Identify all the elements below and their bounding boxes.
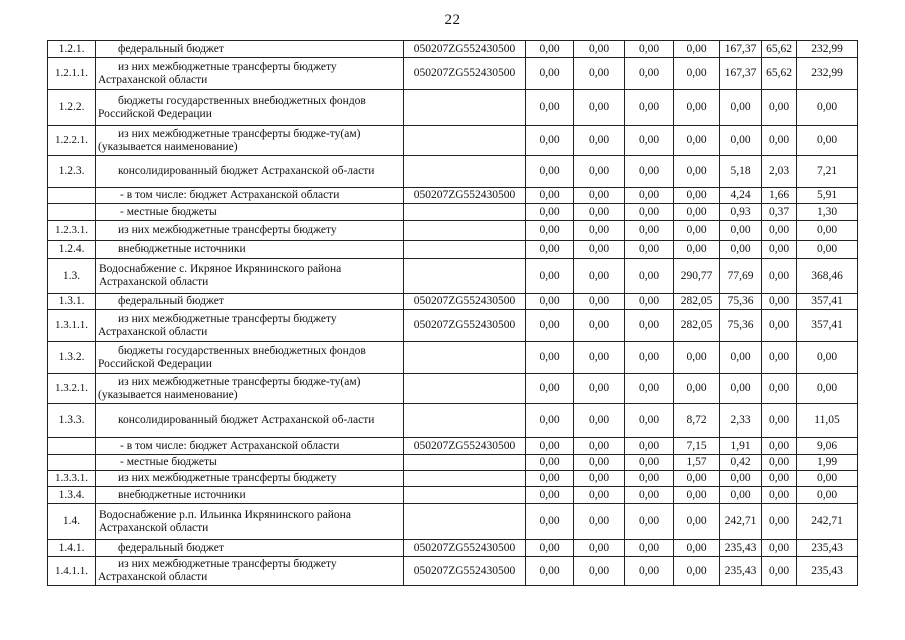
row-number: 1.2.1. — [48, 41, 96, 58]
value-cell: 0,00 — [526, 41, 574, 58]
value-cell: 0,00 — [762, 540, 797, 557]
budget-code: 050207ZG552430500 — [404, 294, 526, 310]
budget-code — [404, 504, 526, 540]
value-cell: 0,00 — [526, 540, 574, 557]
value-cell: 0,00 — [574, 438, 625, 455]
value-cell: 0,00 — [574, 126, 625, 156]
value-cell: 0,00 — [526, 455, 574, 471]
row-name: из них межбюджетные трансферты бюджету — [96, 471, 404, 487]
value-cell: 0,00 — [625, 471, 674, 487]
budget-code — [404, 471, 526, 487]
value-cell: 0,00 — [674, 90, 720, 126]
value-cell: 0,00 — [526, 156, 574, 188]
value-cell: 0,00 — [674, 342, 720, 374]
value-cell: 0,00 — [720, 90, 762, 126]
value-cell: 0,00 — [574, 471, 625, 487]
value-cell: 0,00 — [762, 557, 797, 586]
value-cell: 77,69 — [720, 259, 762, 294]
table-row — [48, 374, 858, 404]
value-cell: 0,00 — [625, 487, 674, 504]
budget-code — [404, 404, 526, 438]
value-cell: 0,00 — [720, 487, 762, 504]
row-name: из них межбюджетные трансферты бюджету Астраханской области — [96, 58, 404, 90]
row-name: консолидированный бюджет Астраханской об-ласти — [96, 156, 404, 188]
budget-code — [404, 156, 526, 188]
value-cell: 0,00 — [762, 241, 797, 259]
value-cell: 65,62 — [762, 41, 797, 58]
value-cell: 167,37 — [720, 58, 762, 90]
table-row — [48, 404, 858, 438]
value-cell: 7,21 — [797, 156, 858, 188]
value-cell: 0,00 — [574, 504, 625, 540]
value-cell: 242,71 — [720, 504, 762, 540]
value-cell: 0,00 — [720, 471, 762, 487]
value-cell: 0,00 — [762, 404, 797, 438]
value-cell: 65,62 — [762, 58, 797, 90]
table-row — [48, 557, 858, 586]
table-row — [48, 221, 858, 241]
value-cell: 4,24 — [720, 188, 762, 204]
value-cell: 0,00 — [625, 438, 674, 455]
row-name: - местные бюджеты — [96, 455, 404, 471]
row-number — [48, 188, 96, 204]
value-cell: 0,00 — [574, 90, 625, 126]
value-cell: 0,00 — [526, 241, 574, 259]
value-cell: 1,57 — [674, 455, 720, 471]
value-cell: 0,00 — [526, 438, 574, 455]
value-cell: 0,00 — [674, 241, 720, 259]
value-cell: 5,18 — [720, 156, 762, 188]
value-cell: 11,05 — [797, 404, 858, 438]
row-name: из них межбюджетные трансферты бюдже-ту(ам) (указывается наименование) — [96, 374, 404, 404]
budget-code — [404, 342, 526, 374]
table-row — [48, 455, 858, 471]
value-cell: 0,00 — [526, 487, 574, 504]
value-cell: 368,46 — [797, 259, 858, 294]
value-cell: 232,99 — [797, 41, 858, 58]
value-cell: 0,00 — [574, 455, 625, 471]
value-cell: 0,00 — [526, 310, 574, 342]
row-number: 1.2.4. — [48, 241, 96, 259]
value-cell: 75,36 — [720, 294, 762, 310]
value-cell: 0,00 — [625, 126, 674, 156]
value-cell: 0,00 — [797, 126, 858, 156]
row-number — [48, 438, 96, 455]
budget-code — [404, 487, 526, 504]
budget-code — [404, 90, 526, 126]
value-cell: 0,00 — [625, 310, 674, 342]
value-cell: 0,42 — [720, 455, 762, 471]
value-cell: 0,00 — [762, 259, 797, 294]
row-name: консолидированный бюджет Астраханской об-ласти — [96, 404, 404, 438]
table-row — [48, 310, 858, 342]
value-cell: 0,00 — [625, 259, 674, 294]
budget-code: 050207ZG552430500 — [404, 41, 526, 58]
table-row — [48, 487, 858, 504]
value-cell: 0,00 — [526, 471, 574, 487]
value-cell: 0,00 — [762, 487, 797, 504]
row-name: из них межбюджетные трансферты бюджету Астраханской области — [96, 310, 404, 342]
value-cell: 0,00 — [674, 221, 720, 241]
row-name: федеральный бюджет — [96, 294, 404, 310]
value-cell: 0,00 — [674, 471, 720, 487]
row-number: 1.3.1. — [48, 294, 96, 310]
value-cell: 0,00 — [574, 204, 625, 221]
table-row — [48, 41, 858, 58]
value-cell: 0,00 — [625, 241, 674, 259]
row-name: федеральный бюджет — [96, 540, 404, 557]
row-number: 1.4.1. — [48, 540, 96, 557]
value-cell: 0,00 — [574, 404, 625, 438]
row-name: - в том числе: бюджет Астраханской области — [96, 438, 404, 455]
value-cell: 0,00 — [526, 90, 574, 126]
budget-code — [404, 241, 526, 259]
value-cell: 0,00 — [574, 41, 625, 58]
row-number: 1.4.1.1. — [48, 557, 96, 586]
table-row — [48, 294, 858, 310]
value-cell: 0,00 — [574, 540, 625, 557]
table-row — [48, 204, 858, 221]
value-cell: 0,00 — [720, 221, 762, 241]
table-row — [48, 259, 858, 294]
value-cell: 0,00 — [574, 557, 625, 586]
value-cell: 0,00 — [762, 455, 797, 471]
value-cell: 0,00 — [574, 188, 625, 204]
budget-code: 050207ZG552430500 — [404, 438, 526, 455]
row-name: из них межбюджетные трансферты бюдже-ту(ам) (указывается наименование) — [96, 126, 404, 156]
value-cell: 0,00 — [574, 310, 625, 342]
value-cell: 0,00 — [797, 487, 858, 504]
table-row — [48, 156, 858, 188]
value-cell: 235,43 — [797, 540, 858, 557]
value-cell: 8,72 — [674, 404, 720, 438]
table-row — [48, 438, 858, 455]
value-cell: 0,00 — [674, 540, 720, 557]
table-body — [48, 41, 858, 586]
budget-code — [404, 259, 526, 294]
value-cell: 0,00 — [625, 188, 674, 204]
value-cell: 0,00 — [674, 41, 720, 58]
value-cell: 232,99 — [797, 58, 858, 90]
value-cell: 0,00 — [526, 126, 574, 156]
row-number: 1.3.2.1. — [48, 374, 96, 404]
table-row — [48, 540, 858, 557]
value-cell: 0,00 — [762, 126, 797, 156]
value-cell: 0,00 — [674, 188, 720, 204]
value-cell: 0,00 — [625, 374, 674, 404]
value-cell: 0,93 — [720, 204, 762, 221]
row-name: внебюджетные источники — [96, 487, 404, 504]
value-cell: 0,00 — [526, 374, 574, 404]
value-cell: 0,00 — [625, 540, 674, 557]
row-name: Водоснабжение с. Икряное Икрянинского района Астраханской области — [96, 259, 404, 294]
value-cell: 0,00 — [574, 294, 625, 310]
value-cell: 0,00 — [526, 557, 574, 586]
table-row — [48, 342, 858, 374]
budget-code — [404, 221, 526, 241]
row-number: 1.3. — [48, 259, 96, 294]
value-cell: 357,41 — [797, 294, 858, 310]
value-cell: 0,00 — [762, 471, 797, 487]
value-cell: 0,00 — [574, 156, 625, 188]
value-cell: 2,33 — [720, 404, 762, 438]
value-cell: 0,00 — [526, 58, 574, 90]
value-cell: 0,00 — [625, 156, 674, 188]
value-cell: 0,00 — [762, 504, 797, 540]
value-cell: 0,00 — [720, 342, 762, 374]
value-cell: 0,00 — [762, 310, 797, 342]
row-number: 1.3.1.1. — [48, 310, 96, 342]
value-cell: 0,00 — [674, 504, 720, 540]
value-cell: 0,00 — [674, 126, 720, 156]
row-number: 1.2.2. — [48, 90, 96, 126]
value-cell: 0,00 — [762, 342, 797, 374]
value-cell: 0,00 — [574, 374, 625, 404]
value-cell: 0,00 — [625, 41, 674, 58]
value-cell: 0,00 — [526, 404, 574, 438]
value-cell: 0,00 — [674, 204, 720, 221]
value-cell: 0,00 — [574, 342, 625, 374]
row-name: - в том числе: бюджет Астраханской области — [96, 188, 404, 204]
row-number: 1.3.3. — [48, 404, 96, 438]
value-cell: 0,00 — [526, 188, 574, 204]
value-cell: 0,00 — [720, 126, 762, 156]
value-cell: 0,00 — [526, 221, 574, 241]
row-number: 1.3.3.1. — [48, 471, 96, 487]
row-name: бюджеты государственных внебюджетных фондов Российской Федерации — [96, 342, 404, 374]
budget-code — [404, 126, 526, 156]
value-cell: 1,66 — [762, 188, 797, 204]
value-cell: 282,05 — [674, 310, 720, 342]
value-cell: 0,00 — [797, 342, 858, 374]
value-cell: 1,99 — [797, 455, 858, 471]
value-cell: 0,00 — [574, 58, 625, 90]
value-cell: 242,71 — [797, 504, 858, 540]
value-cell: 0,00 — [762, 438, 797, 455]
row-name: из них межбюджетные трансферты бюджету — [96, 221, 404, 241]
value-cell: 235,43 — [720, 540, 762, 557]
value-cell: 0,00 — [526, 259, 574, 294]
budget-code: 050207ZG552430500 — [404, 58, 526, 90]
value-cell: 0,00 — [574, 221, 625, 241]
row-number: 1.2.1.1. — [48, 58, 96, 90]
row-number: 1.4. — [48, 504, 96, 540]
value-cell: 9,06 — [797, 438, 858, 455]
row-number: 1.2.3.1. — [48, 221, 96, 241]
page-number: 22 — [444, 12, 461, 28]
row-number: 1.3.4. — [48, 487, 96, 504]
value-cell: 0,00 — [625, 404, 674, 438]
value-cell: 0,00 — [526, 204, 574, 221]
value-cell: 0,00 — [674, 58, 720, 90]
value-cell: 290,77 — [674, 259, 720, 294]
value-cell: 0,00 — [797, 241, 858, 259]
table-row — [48, 58, 858, 90]
row-name: бюджеты государственных внебюджетных фондов Российской Федерации — [96, 90, 404, 126]
value-cell: 0,00 — [674, 374, 720, 404]
value-cell: 75,36 — [720, 310, 762, 342]
value-cell: 0,00 — [526, 342, 574, 374]
value-cell: 0,00 — [720, 241, 762, 259]
value-cell: 0,00 — [720, 374, 762, 404]
value-cell: 0,00 — [674, 487, 720, 504]
table-row — [48, 126, 858, 156]
budget-code: 050207ZG552430500 — [404, 188, 526, 204]
value-cell: 0,00 — [762, 294, 797, 310]
budget-code — [404, 204, 526, 221]
value-cell: 7,15 — [674, 438, 720, 455]
value-cell: 0,00 — [762, 374, 797, 404]
row-name: федеральный бюджет — [96, 41, 404, 58]
value-cell: 2,03 — [762, 156, 797, 188]
value-cell: 0,00 — [526, 504, 574, 540]
value-cell: 0,00 — [625, 342, 674, 374]
budget-code: 050207ZG552430500 — [404, 557, 526, 586]
value-cell: 0,00 — [797, 90, 858, 126]
value-cell: 0,00 — [625, 90, 674, 126]
row-number: 1.2.2.1. — [48, 126, 96, 156]
table-row — [48, 504, 858, 540]
row-name: - местные бюджеты — [96, 204, 404, 221]
value-cell: 5,91 — [797, 188, 858, 204]
value-cell: 235,43 — [720, 557, 762, 586]
value-cell: 0,00 — [674, 557, 720, 586]
value-cell: 0,37 — [762, 204, 797, 221]
value-cell: 0,00 — [625, 204, 674, 221]
row-name: Водоснабжение р.п. Ильинка Икрянинского района Астраханской области — [96, 504, 404, 540]
value-cell: 0,00 — [797, 221, 858, 241]
value-cell: 0,00 — [625, 557, 674, 586]
value-cell: 0,00 — [762, 221, 797, 241]
budget-table — [47, 40, 858, 586]
row-number — [48, 204, 96, 221]
value-cell: 167,37 — [720, 41, 762, 58]
value-cell: 0,00 — [574, 241, 625, 259]
table-row — [48, 90, 858, 126]
value-cell: 0,00 — [526, 294, 574, 310]
value-cell: 357,41 — [797, 310, 858, 342]
budget-code — [404, 455, 526, 471]
row-name: внебюджетные источники — [96, 241, 404, 259]
value-cell: 0,00 — [797, 374, 858, 404]
value-cell: 0,00 — [625, 294, 674, 310]
value-cell: 0,00 — [574, 259, 625, 294]
value-cell: 0,00 — [797, 471, 858, 487]
row-number: 1.3.2. — [48, 342, 96, 374]
budget-code: 050207ZG552430500 — [404, 540, 526, 557]
value-cell: 0,00 — [674, 156, 720, 188]
value-cell: 0,00 — [762, 90, 797, 126]
row-name: из них межбюджетные трансферты бюджету Астраханской области — [96, 557, 404, 586]
budget-code: 050207ZG552430500 — [404, 310, 526, 342]
value-cell: 0,00 — [625, 58, 674, 90]
row-number: 1.2.3. — [48, 156, 96, 188]
table-row — [48, 241, 858, 259]
value-cell: 0,00 — [625, 221, 674, 241]
value-cell: 0,00 — [625, 455, 674, 471]
row-number — [48, 455, 96, 471]
value-cell: 1,91 — [720, 438, 762, 455]
table-row — [48, 188, 858, 204]
value-cell: 235,43 — [797, 557, 858, 586]
budget-code — [404, 374, 526, 404]
value-cell: 282,05 — [674, 294, 720, 310]
value-cell: 0,00 — [625, 504, 674, 540]
value-cell: 0,00 — [574, 487, 625, 504]
table-row — [48, 471, 858, 487]
value-cell: 1,30 — [797, 204, 858, 221]
